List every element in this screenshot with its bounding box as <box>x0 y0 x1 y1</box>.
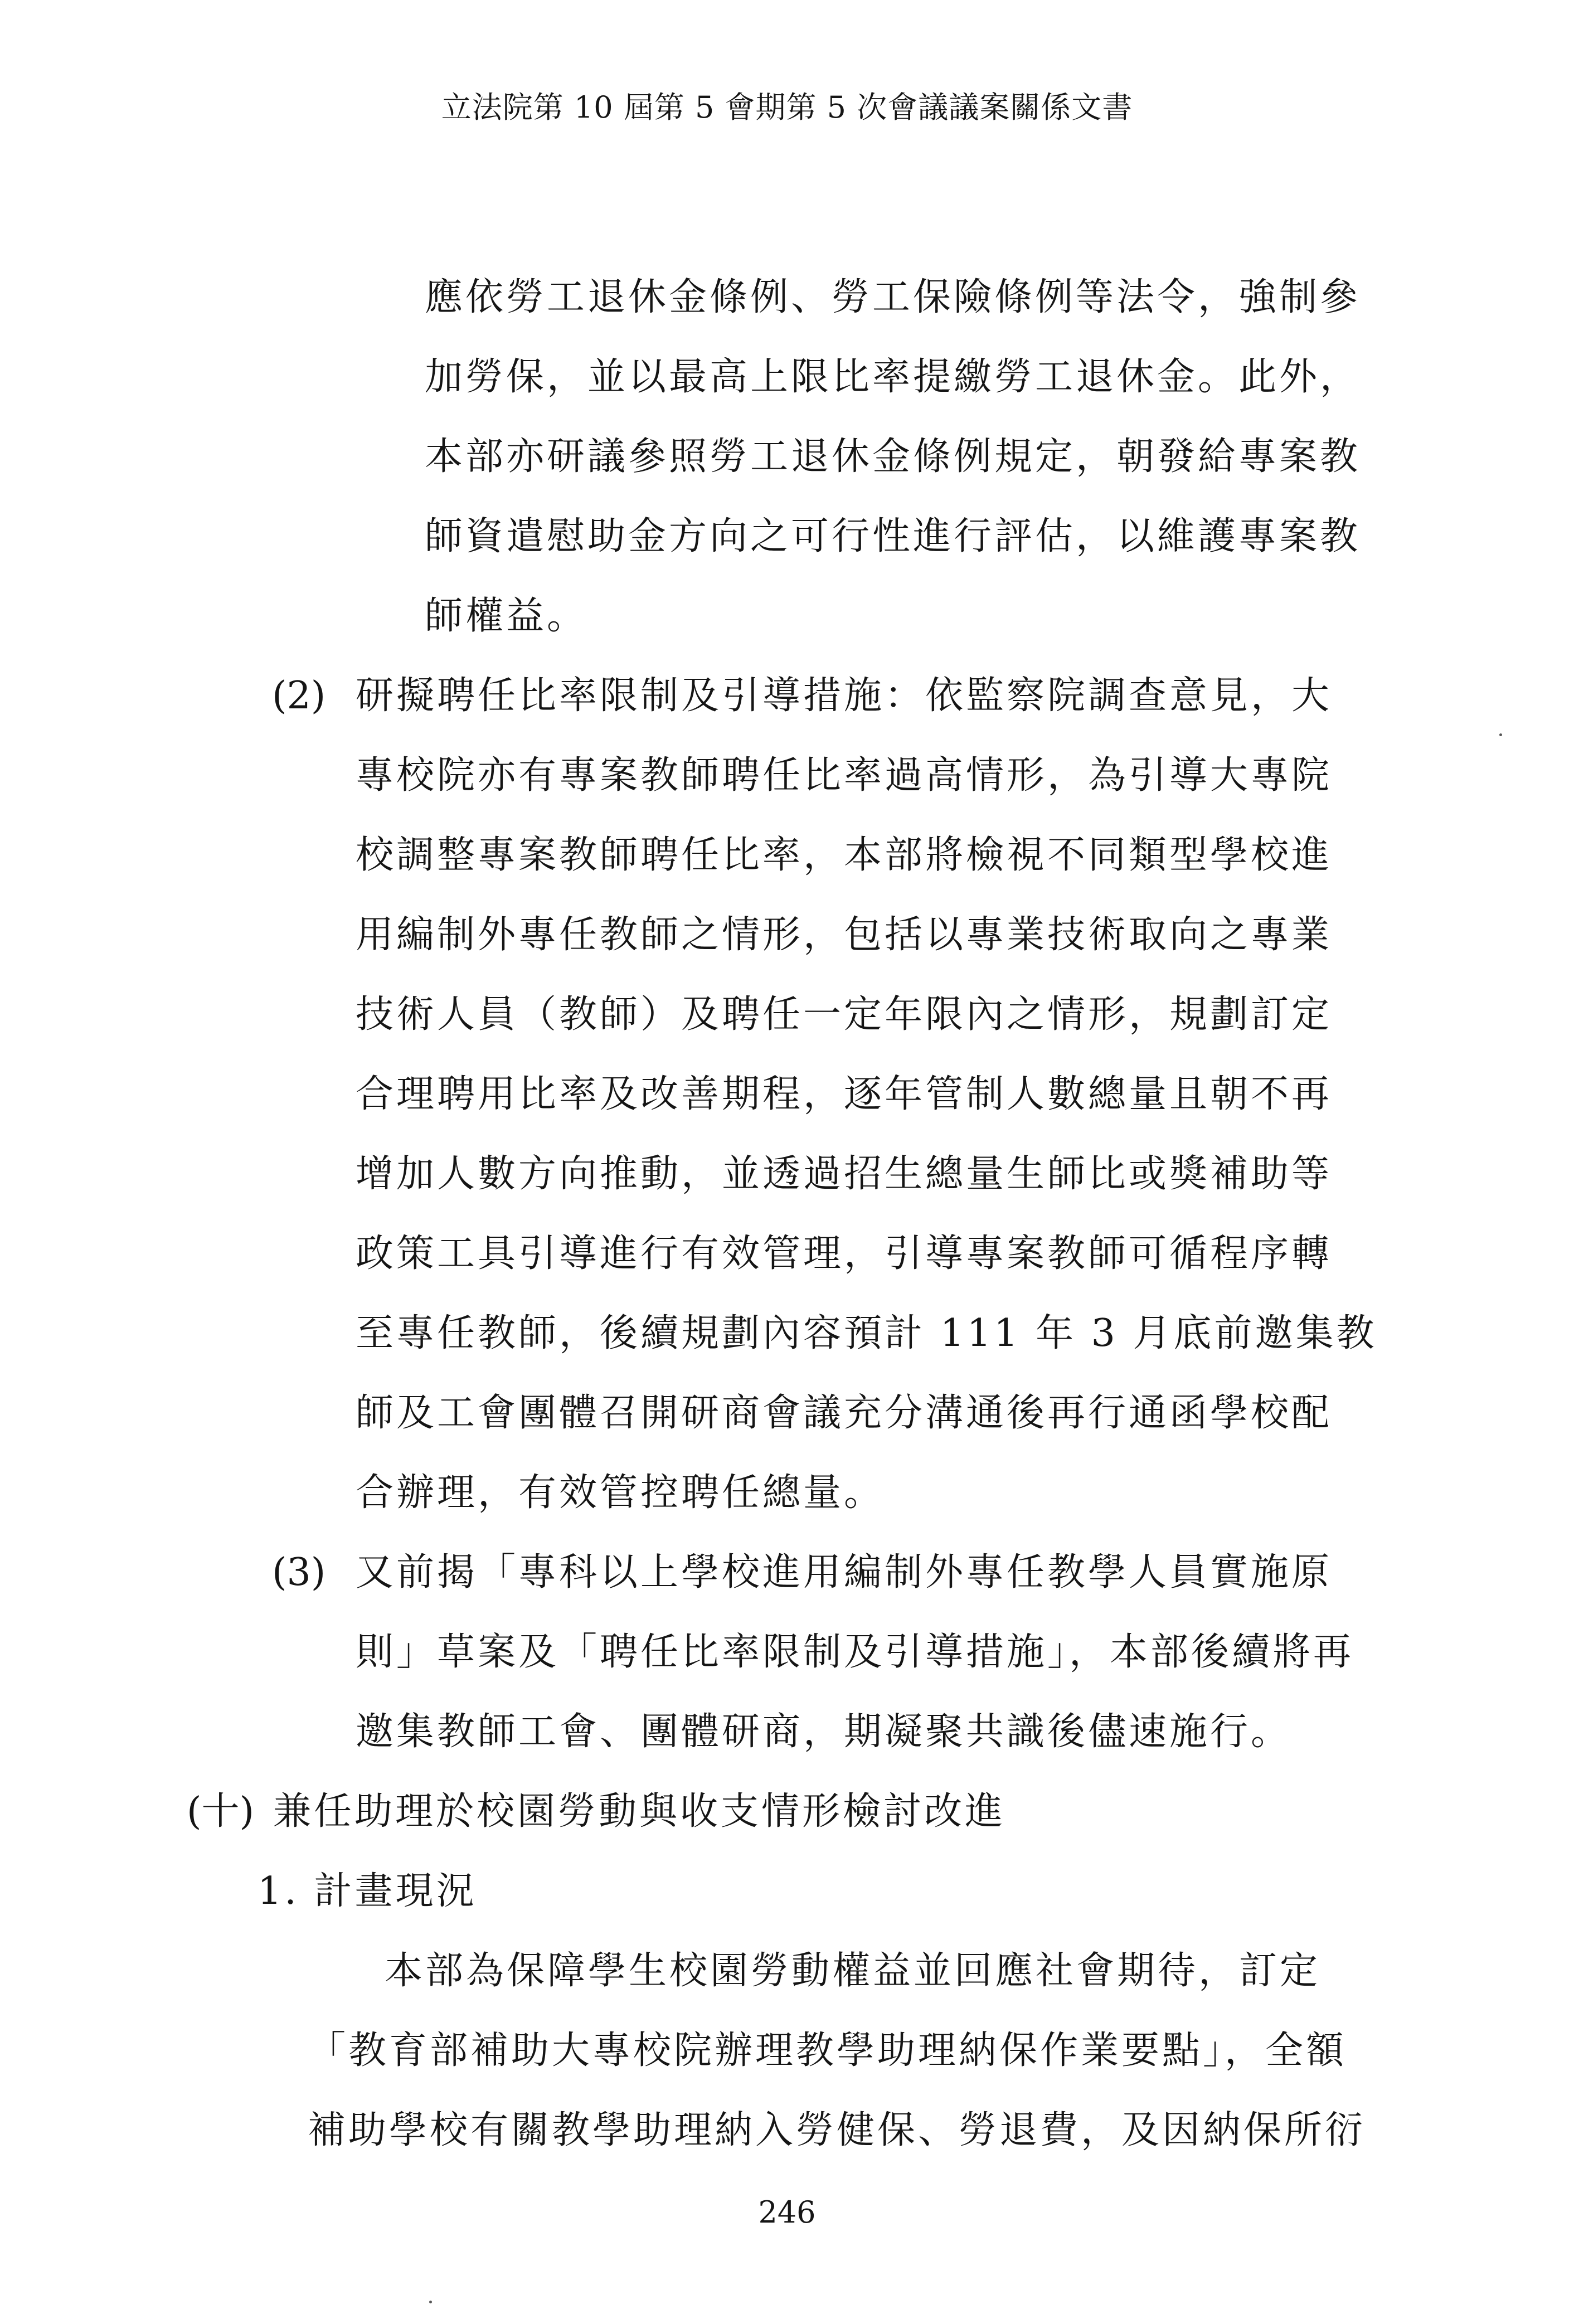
item-2-line-7: 增加人數方向推動，並透過招生總量生師比或獎補助等 <box>356 1152 1333 1196</box>
intro-line-4: 師資遣慰助金方向之可行性進行評估，以維護專案教 <box>425 514 1361 558</box>
document-header: 立法院第 10 屆第 5 會期第 5 次會議議案關係文書 <box>441 90 1133 125</box>
final-line-3: 補助學校有關教學助理納入勞健保、勞退費，及因納保所衍 <box>308 2108 1366 2152</box>
item-3-line-1: 又前揭「專科以上學校進用編制外專任教學人員實施原 <box>356 1550 1333 1594</box>
item-2-line-9: 至專任教師，後續規劃內容預計 111 年 3 月底前邀集教 <box>356 1311 1377 1355</box>
subsection-1-heading: 1. 計畫現況 <box>258 1869 477 1913</box>
final-line-2: 「教育部補助大專校院辦理教學助理納保作業要點」，全額 <box>308 2029 1347 2073</box>
section-10-heading: 兼任助理於校園勞動與收支情形檢討改進 <box>273 1790 1006 1834</box>
item-2-line-11: 合辦理，有效管控聘任總量。 <box>356 1471 885 1515</box>
item-2-line-1: 研擬聘任比率限制及引導措施：依監察院調查意見，大 <box>356 674 1333 718</box>
item-2-line-5: 技術人員（教師）及聘任一定年限內之情形，規劃訂定 <box>356 993 1333 1037</box>
item-2-line-6: 合理聘用比率及改善期程，逐年管制人數總量且朝不再 <box>356 1072 1333 1116</box>
item-3-line-3: 邀集教師工會、團體研商，期凝聚共識後儘速施行。 <box>356 1710 1292 1754</box>
item-2-line-8: 政策工具引導進行有效管理，引導專案教師可循程序轉 <box>356 1232 1333 1276</box>
intro-line-1: 應依勞工退休金條例、勞工保險條例等法令，強制參 <box>425 275 1361 319</box>
item-2-marker: (2) <box>272 674 326 718</box>
page-number: 246 <box>758 2195 816 2230</box>
final-line-1: 本部為保障學生校園勞動權益並回應社會期待，訂定 <box>385 1949 1321 1993</box>
item-3-line-2: 則」草案及「聘任比率限制及引導措施」，本部後續將再 <box>356 1630 1354 1674</box>
item-2-line-10: 師及工會團體召開研商會議充分溝通後再行通函學校配 <box>356 1391 1333 1435</box>
scan-speck <box>1499 733 1502 736</box>
intro-line-2: 加勞保，並以最高上限比率提繳勞工退休金。此外， <box>425 355 1361 399</box>
scan-speck <box>429 2301 432 2303</box>
item-2-line-2: 專校院亦有專案教師聘任比率過高情形，為引導大專院 <box>356 753 1333 798</box>
item-3-marker: (3) <box>272 1550 326 1594</box>
item-2-line-3: 校調整專案教師聘任比率，本部將檢視不同類型學校進 <box>356 833 1333 877</box>
section-10-marker: (十) <box>187 1790 255 1834</box>
intro-line-3: 本部亦研議參照勞工退休金條例規定，朝發給專案教 <box>425 435 1361 479</box>
item-2-line-4: 用編制外專任教師之情形，包括以專業技術取向之專業 <box>356 913 1333 957</box>
intro-line-5: 師權益。 <box>425 594 588 638</box>
